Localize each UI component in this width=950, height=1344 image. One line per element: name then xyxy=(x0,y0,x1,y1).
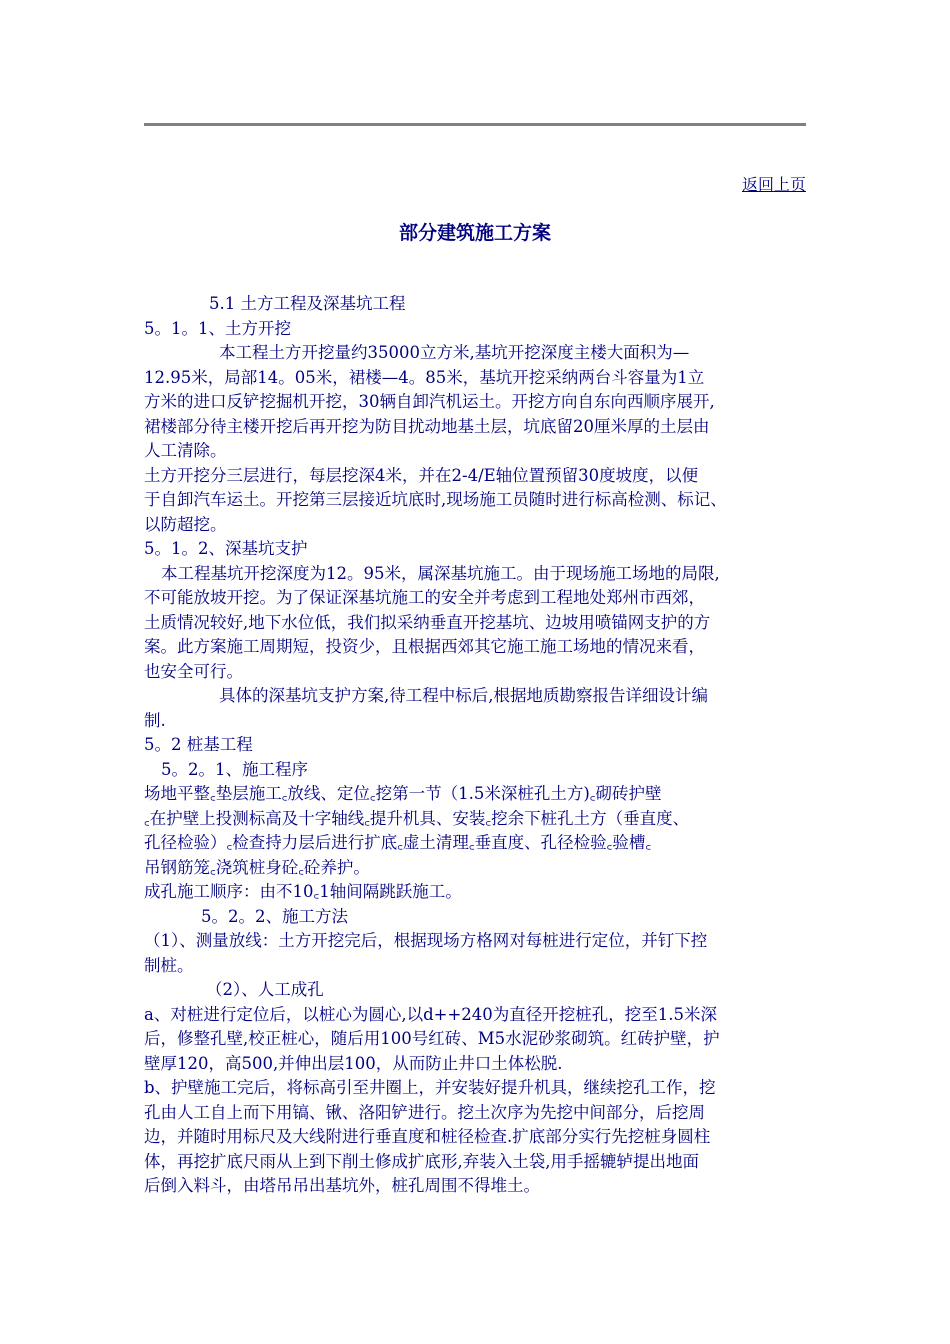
text-line: 体，再挖扩底尺雨从上到下削土修成扩底形,弃装入土袋,用手摇辘轳提出地面 xyxy=(144,1151,699,1171)
text-line: 本工程基坑开挖深度为12。95米，属深基坑施工。由于现场施工场地的局限, xyxy=(161,563,720,583)
text-line: 具体的深基坑支护方案,待工程中标后,根据地质勘察报告详细设计编 xyxy=(219,686,708,705)
text-line: 孔径检验）꜀检查持力层后进行扩底꜀虚土清理꜀垂直度、孔径检验꜀验槽꜀ xyxy=(144,833,652,852)
text-line: （1）、测量放线：土方开挖完后，根据现场方格网对每桩进行定位，并钉下控 xyxy=(144,931,708,950)
back-link[interactable]: 返回上页 xyxy=(741,175,806,194)
text-line: 制桩。 xyxy=(144,955,194,975)
text-line: 边，并随时用标尺及大线附进行垂直度和桩径检查.扩底部分实行先挖桩身圆柱 xyxy=(144,1127,711,1146)
horizontal-rule xyxy=(144,123,806,126)
text-line: a、对桩进行定位后，以桩心为圆心,以d++240为直径开挖桩孔，挖至1.5米深 xyxy=(144,1004,718,1024)
text-line: 制. xyxy=(144,710,166,730)
text-line: 5。1。2、深基坑支护 xyxy=(144,539,308,558)
text-line: 5。2。2、施工方法 xyxy=(201,906,348,926)
text-line: 人工清除。 xyxy=(144,441,227,460)
text-line: 本工程土方开挖量约35000立方米,基坑开挖深度主楼大面积为— xyxy=(219,343,690,362)
text-line: 后倒入料斗，由塔吊吊出基坑外，桩孔周围不得堆土。 xyxy=(144,1176,540,1195)
text-line: 也安全可行。 xyxy=(144,661,243,681)
text-line: 方米的进口反铲挖掘机开挖，30辆自卸汽机运土。开挖方向自东向西顺序展开, xyxy=(144,392,715,411)
text-line: 5。2 桩基工程 xyxy=(144,735,253,754)
text-line: 裙楼部分待主楼开挖后再开挖为防目扰动地基土层，坑底留20厘米厚的土层由 xyxy=(144,416,710,436)
text-line: 不可能放坡开挖。为了保证深基坑施工的安全并考虑到工程地处郑州市西郊， xyxy=(144,588,705,607)
text-line: 壁厚120，高500,并伸出层100，从而防止井口土体松脱. xyxy=(144,1053,563,1073)
text-line: 吊钢筋笼꜀浇筑桩身砼꜀砼养护。 xyxy=(144,857,370,877)
document-title: 部分建筑施工方案 xyxy=(398,222,551,244)
text-line: 案。此方案施工周期短，投资少，且根据西郊其它施工施工场地的情况来看， xyxy=(144,637,705,656)
text-line: 以防超挖。 xyxy=(144,514,227,534)
text-line: 孔由人工自上而下用镐、锹、洛阳铲进行。挖土次序为先挖中间部分，后挖周 xyxy=(144,1102,705,1122)
text-line: 成孔施工顺序：由不10꜀1轴间隔跳跃施工。 xyxy=(144,882,462,901)
text-line: 5。1。1、土方开挖 xyxy=(144,318,291,338)
text-line: b、护壁施工完后，将标高引至井圈上，并安装好提升机具，继续挖孔工作，挖 xyxy=(144,1078,716,1097)
text-line: ꜀在护壁上投测标高及十字轴线꜀提升机具、安装꜀挖余下桩孔土方（垂直度、 xyxy=(144,808,690,828)
document-body xyxy=(144,292,814,1199)
text-line: 场地平整꜀垫层施工꜀放线、定位꜀挖第一节（1.5米深桩孔土方)꜀砌砖护壁 xyxy=(144,784,662,803)
text-line: 5.1 土方工程及深基坑工程 xyxy=(209,294,406,313)
text-line: 5。2。1、施工程序 xyxy=(161,759,308,779)
text-line: 土质情况较好,地下水位低，我们拟采纳垂直开挖基坑、边坡用喷锚网支护的方 xyxy=(144,612,711,632)
text-line: 12.95米，局部14。05米，裙楼—4。85米，基坑开挖采纳两台斗容量为1立 xyxy=(144,367,705,387)
text-line: 于自卸汽车运土。开挖第三层接近坑底时,现场施工员随时进行标高检测、标记、 xyxy=(144,490,727,509)
text-line: （2）、人工成孔 xyxy=(206,980,324,999)
text-line: 土方开挖分三层进行，每层挖深4米，并在2-4/E轴位置预留30度坡度，以便 xyxy=(144,465,699,485)
text-line: 后，修整孔壁,校正桩心，随后用100号红砖、M5水泥砂浆砌筑。红砖护壁，护 xyxy=(144,1029,720,1048)
